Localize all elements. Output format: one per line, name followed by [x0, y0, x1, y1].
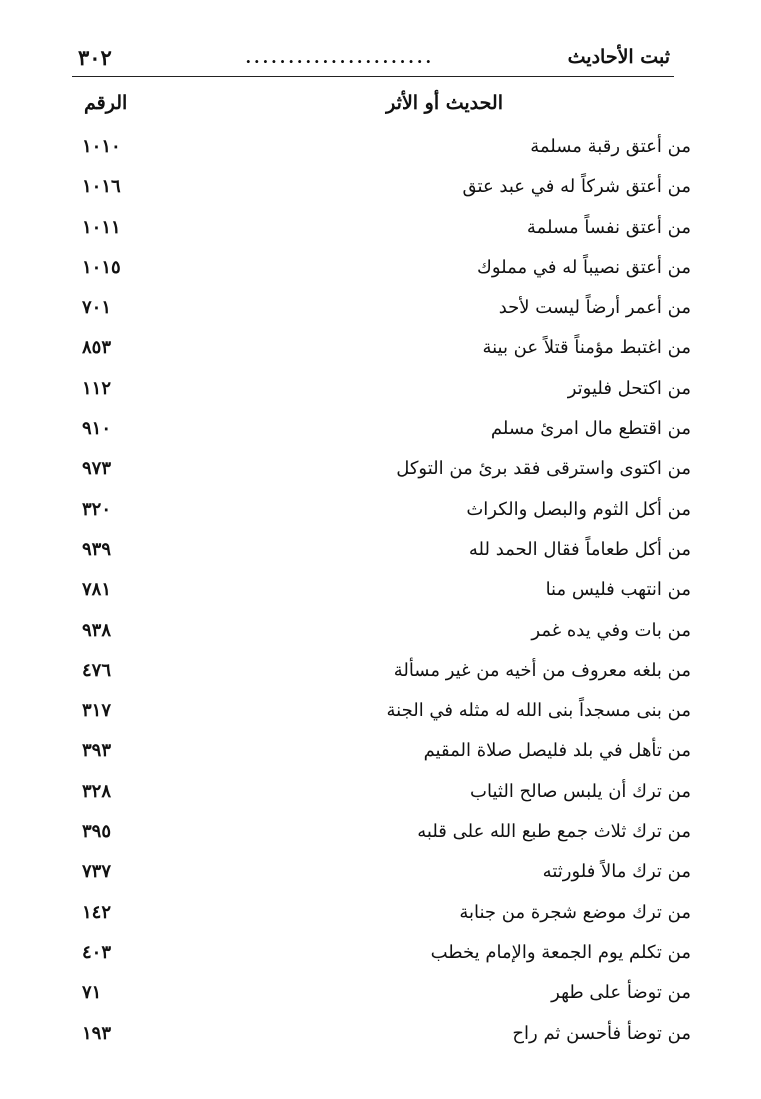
list-item: [0, 491, 761, 531]
hadith-number: ١٤٢: [82, 901, 112, 923]
hadith-text: من أعتق نفساً مسلمة: [526, 216, 691, 238]
list-item: [0, 249, 761, 289]
list-item: [0, 450, 761, 490]
hadith-number: ٩٧٣: [82, 458, 112, 480]
list-item: [0, 612, 761, 652]
hadith-number: ٨٥٣: [82, 337, 112, 359]
hadith-number: ٧٣٧: [82, 861, 112, 883]
list-item: [0, 692, 761, 732]
hadith-text: من أعتق شركاً له في عبد عتق: [462, 176, 691, 198]
hadith-number: ٤٧٦: [82, 659, 112, 681]
hadith-text: من أكل طعاماً فقال الحمد لله: [468, 538, 691, 560]
hadith-number: ١٠١٥: [82, 256, 121, 278]
list-item: [0, 571, 761, 611]
hadith-number: ٧٨١: [82, 579, 112, 601]
hadith-number: ٧١: [82, 982, 102, 1004]
list-item: [0, 410, 761, 450]
hadith-text: من اكتوى واسترقى فقد برئ من التوكل: [396, 458, 691, 480]
hadith-text: من ترك ثلاث جمع طبع الله على قلبه: [417, 821, 691, 843]
list-item: [0, 934, 761, 974]
hadith-number: ٣٩٥: [82, 821, 112, 843]
hadith-number: ١٠١٠: [82, 136, 121, 157]
hadith-text: من توضأ فأحسن ثم راح: [512, 1022, 691, 1044]
hadith-number: ١٠١١: [82, 216, 121, 238]
hadith-text: من اقتطع مال امرئ مسلم: [490, 418, 691, 440]
list-item: [0, 732, 761, 772]
list-item: [0, 813, 761, 853]
hadith-number: ٣٢٨: [82, 780, 112, 802]
hadith-text: من اغتبط مؤمناً قتلاً عن بينة: [482, 337, 691, 359]
hadith-number: ٣٢٠: [82, 498, 112, 520]
hadith-text: من انتهب فليس منا: [545, 579, 691, 601]
list-item: [0, 1015, 761, 1055]
index-list: [0, 128, 761, 1055]
hadith-text: من ترك مالاً فلورثته: [542, 861, 691, 883]
list-item: [0, 128, 761, 168]
list-item: [0, 894, 761, 934]
hadith-number: ٣٩٣: [82, 740, 112, 762]
leader-dots: ......................: [245, 47, 435, 67]
hadith-number: ٩٣٨: [82, 619, 112, 641]
list-item: [0, 168, 761, 208]
hadith-text: من تأهل في بلد فليصل صلاة المقيم: [423, 740, 691, 762]
hadith-text: من اكتحل فليوتر: [567, 377, 691, 399]
hadith-text: من أكل الثوم والبصل والكراث: [466, 498, 691, 520]
list-item: [0, 974, 761, 1014]
hadith-number: ٤٠٣: [82, 941, 112, 963]
hadith-text: من أعتق نصيباً له في مملوك: [477, 256, 691, 278]
list-item: [0, 370, 761, 410]
list-item: [0, 853, 761, 893]
page-number: ٣٠٢: [78, 44, 112, 70]
hadith-number: ١٩٣: [82, 1022, 112, 1044]
column-header-number: الرقم: [84, 92, 128, 114]
hadith-text: من بات وفي يده غمر: [531, 619, 691, 641]
header-rule: [72, 76, 674, 77]
hadith-number: ٣١٧: [82, 700, 112, 722]
hadith-text: من ترك موضع شجرة من جنابة: [459, 901, 691, 923]
list-item: [0, 209, 761, 249]
running-header: [78, 42, 670, 72]
hadith-text: من بنى مسجداً بنى الله له مثله في الجنة: [386, 700, 691, 722]
hadith-number: ٩١٠: [82, 418, 112, 440]
column-header-hadith: الحديث أو الأثر: [386, 92, 503, 114]
hadith-number: ١٠١٦: [82, 176, 121, 198]
list-item: [0, 652, 761, 692]
hadith-text: من ترك أن يلبس صالح الثياب: [470, 780, 691, 802]
list-item: [0, 531, 761, 571]
running-title: ثبت الأحاديث: [567, 46, 670, 68]
list-item: [0, 773, 761, 813]
hadith-text: من توضأ على طهر: [551, 982, 691, 1004]
hadith-text: من تكلم يوم الجمعة والإمام يخطب: [430, 941, 691, 963]
hadith-text: من أعمر أرضاً ليست لأحد: [498, 297, 691, 319]
hadith-text: من أعتق رقبة مسلمة: [530, 136, 691, 157]
list-item: [0, 289, 761, 329]
hadith-text: من بلغه معروف من أخيه من غير مسألة: [393, 659, 691, 681]
hadith-number: ٩٣٩: [82, 538, 112, 560]
hadith-number: ٧٠١: [82, 297, 112, 319]
hadith-number: ١١٢: [82, 377, 112, 399]
list-item: [0, 329, 761, 369]
